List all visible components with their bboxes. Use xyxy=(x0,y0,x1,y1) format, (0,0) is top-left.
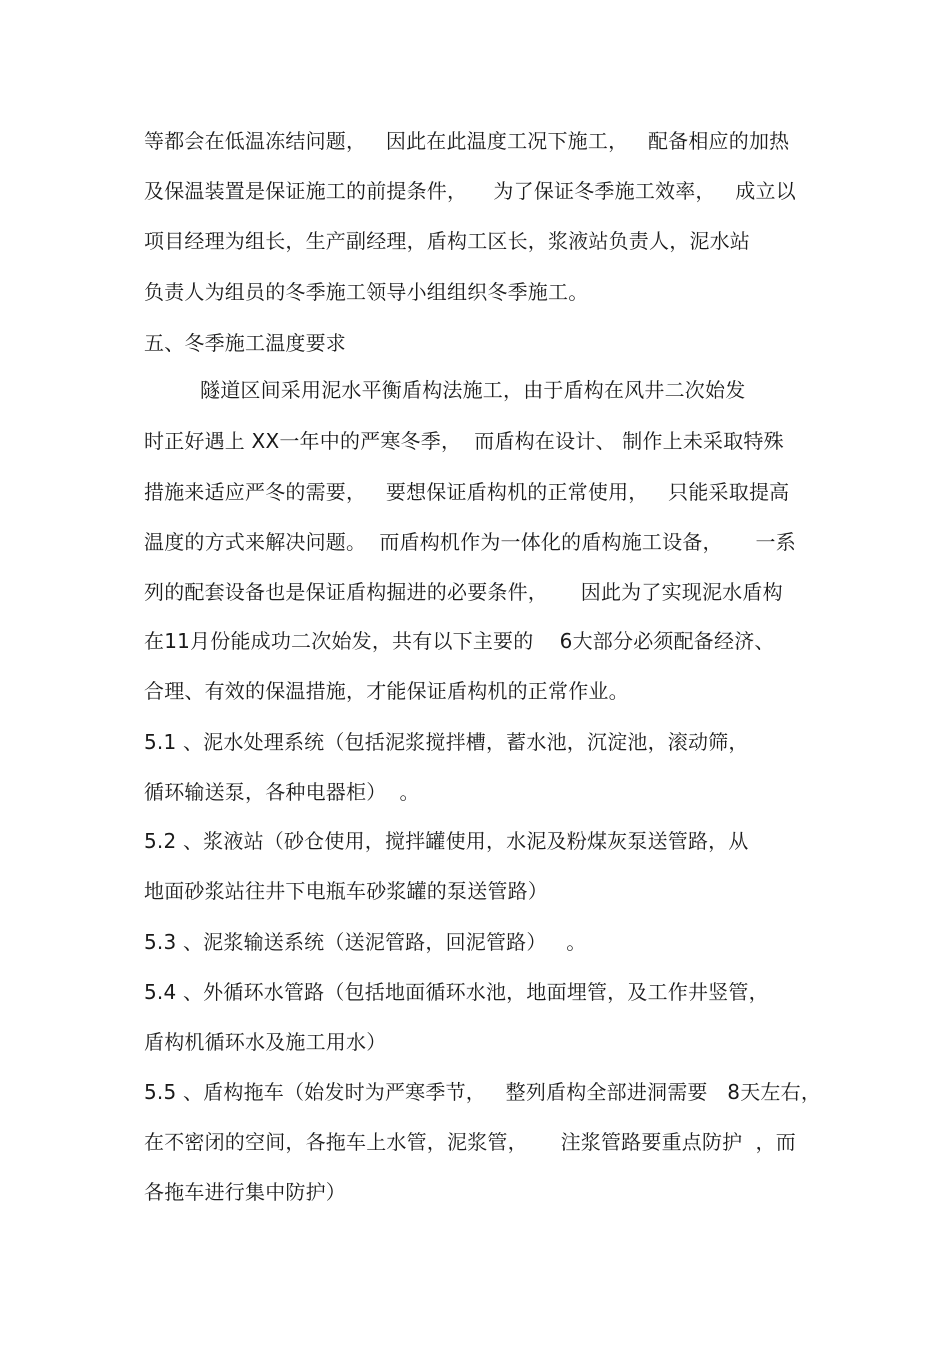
list-item-5-5-cont: 在不密闭的空间，各拖车上水管，泥浆管， 注浆管路要重点防护 ，而 xyxy=(144,1130,796,1154)
list-item-5-3: 5.3 、泥浆输送系统（送泥管路，回泥管路） 。 xyxy=(144,930,587,954)
body-text-line-7: 时正好遇上 XX一年中的严寒冬季， 而盾构在设计、 制作上未采取特殊 xyxy=(144,429,784,453)
body-text-line-8: 措施来适应严冬的需要， 要想保证盾构机的正常使用， 只能采取提高 xyxy=(144,480,790,504)
list-item-5-2-cont: 地面砂浆站往井下电瓶车砂浆罐的泵送管路） xyxy=(144,879,548,903)
list-item-5-4: 5.4 、外循环水管路（包括地面循环水池，地面埋管，及工作井竖管， xyxy=(144,980,769,1004)
list-item-5-5-cont2: 各拖车进行集中防护） xyxy=(144,1180,346,1204)
body-text-line-1: 等都会在低温冻结问题， 因此在此温度工况下施工， 配备相应的加热 xyxy=(144,129,790,153)
body-text-line-12: 合理、有效的保温措施，才能保证盾构机的正常作业。 xyxy=(144,679,629,703)
body-text-line-9: 温度的方式来解决问题。 而盾构机作为一体化的盾构施工设备， 一系 xyxy=(144,530,796,554)
list-item-5-2: 5.2 、浆液站（砂仓使用，搅拌罐使用，水泥及粉煤灰泵送管路，从 xyxy=(144,829,749,853)
list-item-5-1-cont: 循环输送泵，各种电器柜） 。 xyxy=(144,780,420,804)
list-item-5-4-cont: 盾构机循环水及施工用水） xyxy=(144,1030,387,1054)
body-text-line-10: 列的配套设备也是保证盾构掘进的必要条件， 因此为了实现泥水盾构 xyxy=(144,580,783,604)
section-heading: 五、冬季施工温度要求 xyxy=(144,331,346,355)
body-text-line-3: 项目经理为组长，生产副经理，盾构工区长，浆液站负责人，泥水站 xyxy=(144,229,750,253)
list-item-5-5: 5.5 、盾构拖车（始发时为严寒季节， 整列盾构全部进洞需要 8天左右， xyxy=(144,1080,822,1104)
body-text-line-2: 及保温装置是保证施工的前提条件， 为了保证冬季施工效率， 成立以 xyxy=(144,179,796,203)
body-text-line-4: 负责人为组员的冬季施工领导小组组织冬季施工。 xyxy=(144,280,589,304)
body-text-line-11: 在11月份能成功二次始发，共有以下主要的 6大部分必须配备经济、 xyxy=(144,629,775,653)
body-text-line-6: 隧道区间采用泥水平衡盾构法施工，由于盾构在风井二次始发 xyxy=(200,378,746,402)
list-item-5-1: 5.1 、泥水处理系统（包括泥浆搅拌槽，蓄水池，沉淀池，滚动筛， xyxy=(144,730,749,754)
